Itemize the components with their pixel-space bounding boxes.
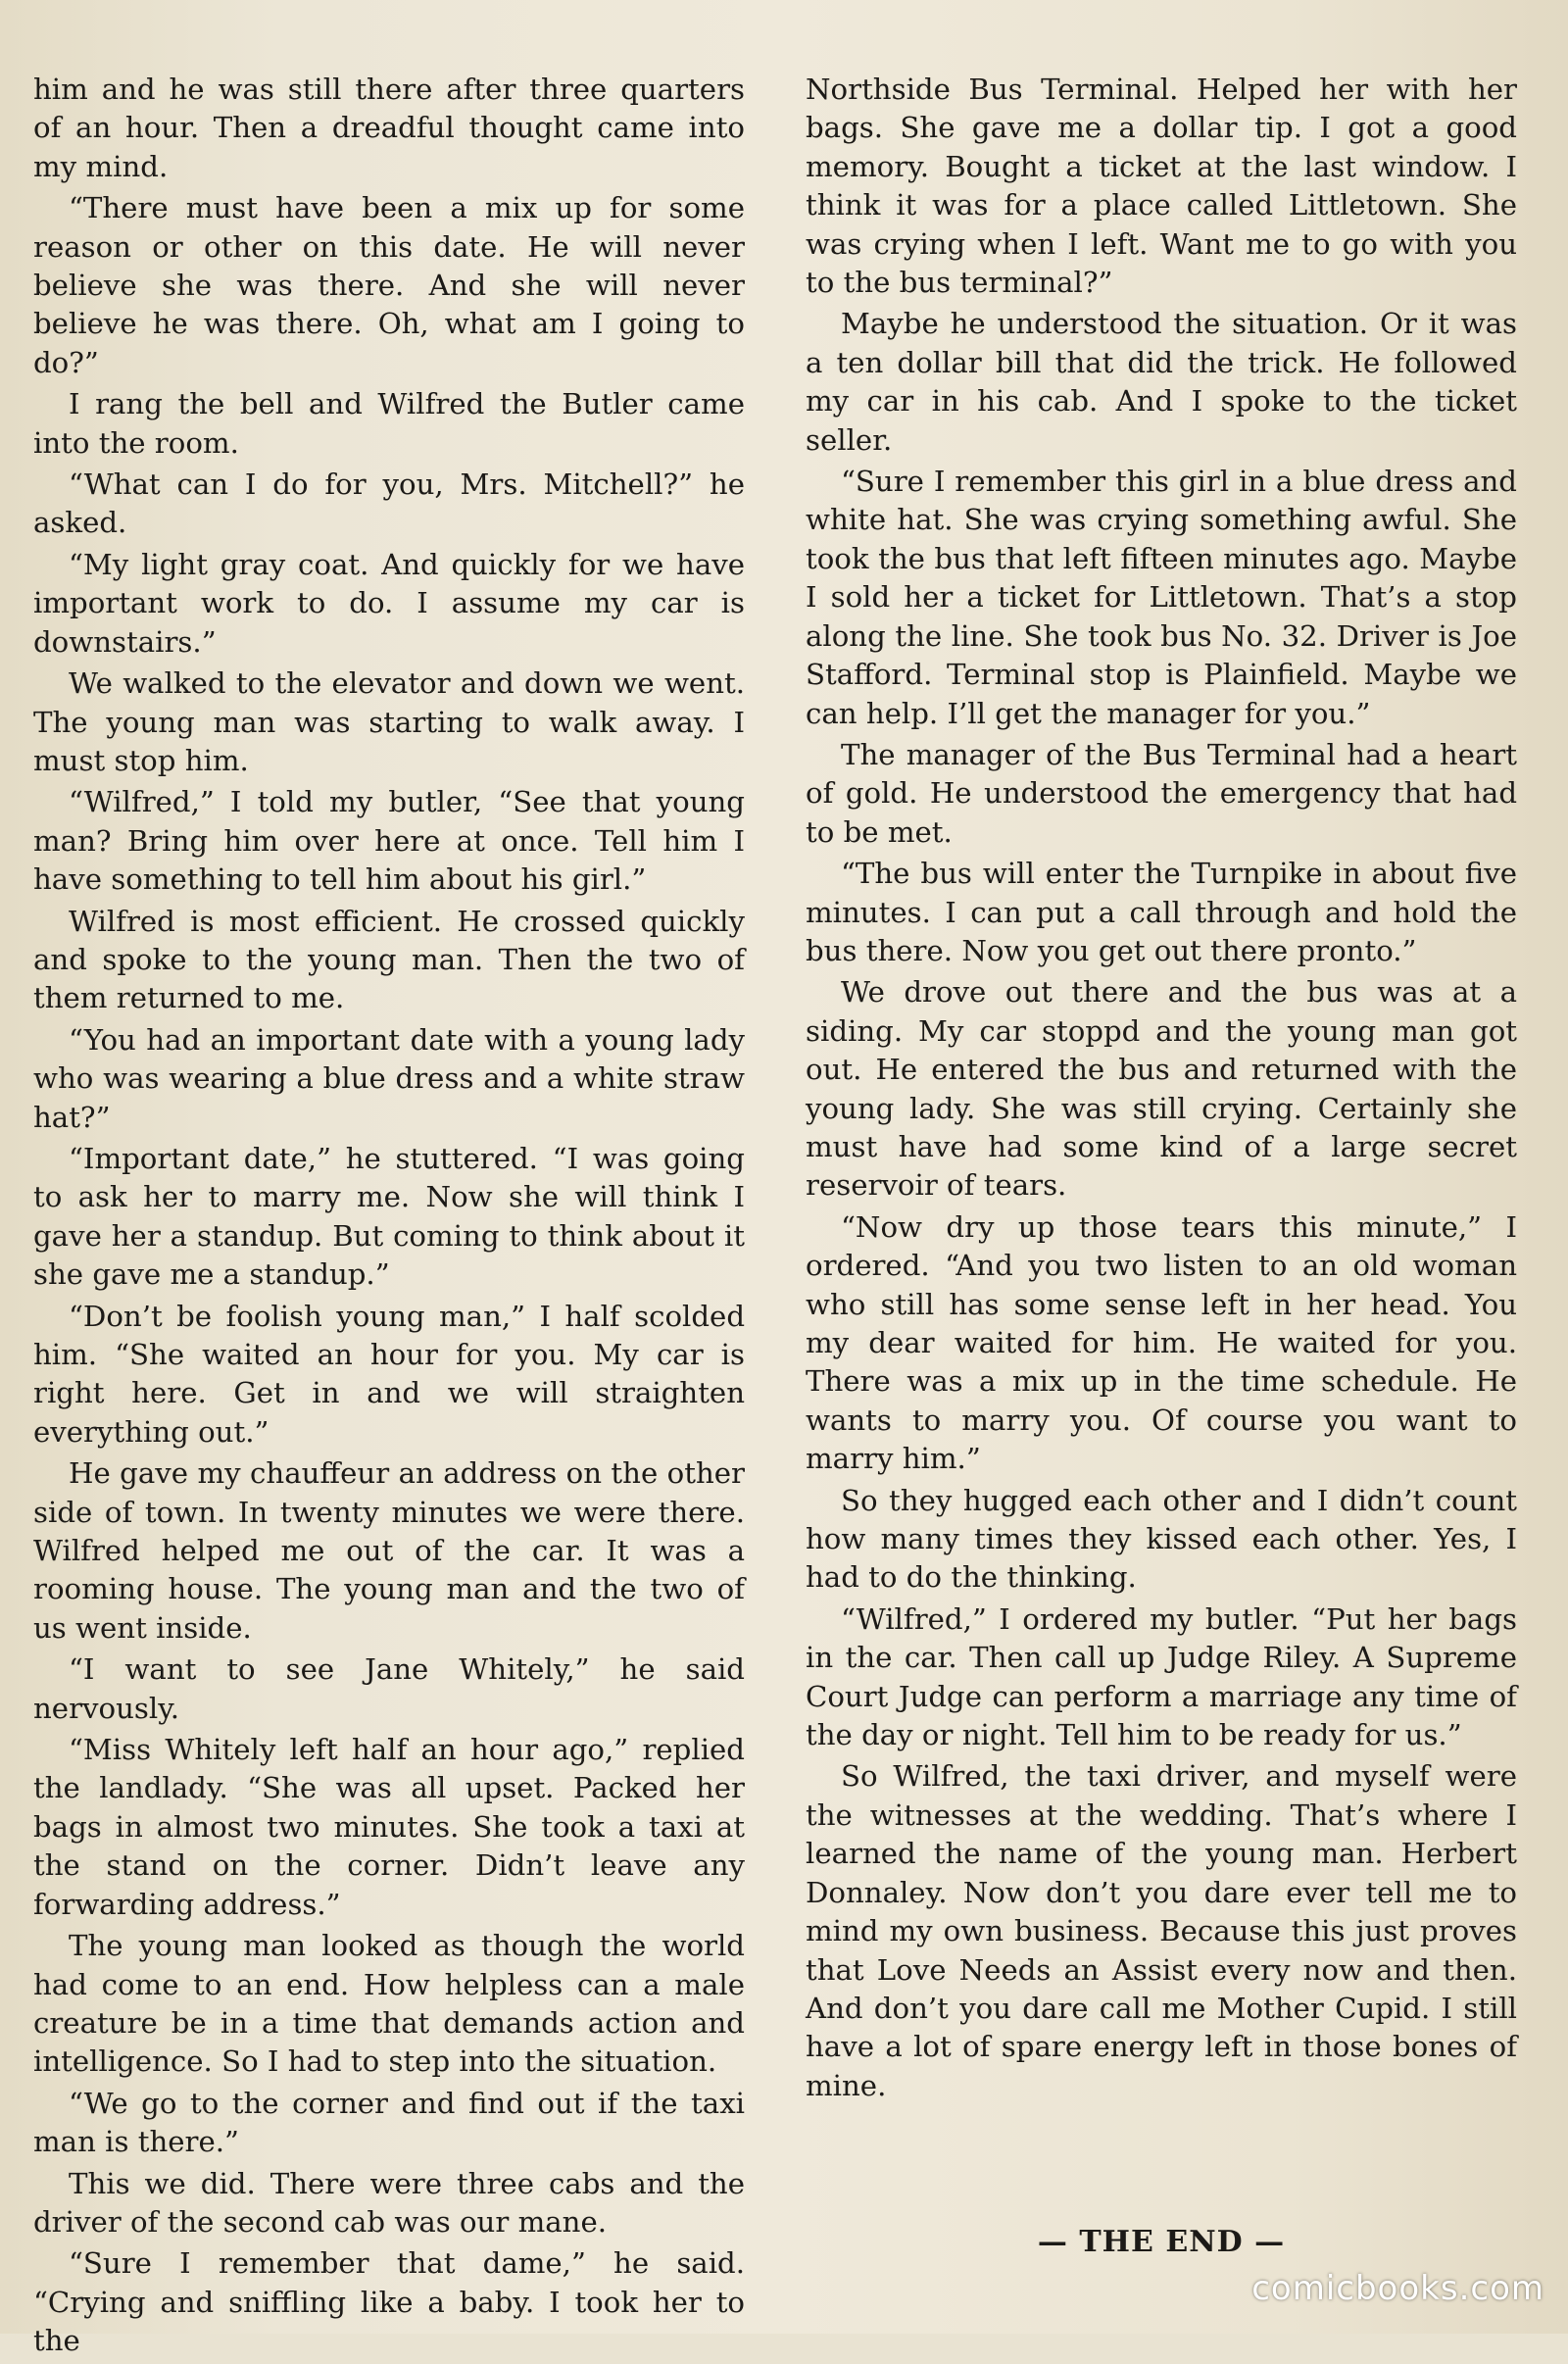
paragraph: I rang the bell and Wilfred the Butler came into the room. <box>33 387 745 460</box>
paragraph: This we did. There were three cabs and the driver of the second cab was our mane. <box>33 2166 745 2239</box>
paragraph: “Don’t be foolish young man,” I half scolded him. “She waited an hour for you. My car is right here. Get in and we will straighten everything out.” <box>33 1299 745 1449</box>
paragraph: “Now dry up those tears this minute,” I ordered. “And you two listen to an old woman who still has some sense left in her head. You my dear waited for him. He waited for you. There was a mix up in the time schedule. He wants to marry you. Of course you want to marry him.” <box>806 1209 1517 1476</box>
paragraph: “Wilfred,” I told my butler, “See that young man? Bring him over here at once. Tell him I have something to tell him about his girl.” <box>33 785 745 897</box>
paragraph: “Miss Whitely left half an hour ago,” replied the landlady. “She was all upset. Packed her bags in almost two minutes. She took a taxi at the stand on the corner. Didn’t leave any forwarding address.” <box>33 1733 745 1921</box>
paragraph: We walked to the elevator and down we went. The young man was starting to walk away. I must stop him. <box>33 666 745 777</box>
paragraph: him and he was still there after three quarters of an hour. Then a dreadful thought came into my mind. <box>33 73 745 183</box>
paragraph: So they hugged each other and I didn’t count how many times they kissed each other. Yes, I had to do the thinking. <box>806 1483 1517 1595</box>
paragraph: “My light gray coat. And quickly for we have important work to do. I assume my car is downstairs.” <box>33 547 745 659</box>
paragraph: He gave my chauffeur an address on the other side of town. In twenty minutes we were there. Wilfred helped me out of the car. It was a rooming house. The young man and the two of us went inside. <box>33 1456 745 1645</box>
the-end-marker: — THE END — <box>1037 2225 1286 2259</box>
paragraph: The manager of the Bus Terminal had a heart of gold. He understood the emergency that had to be met. <box>806 737 1517 849</box>
right-text-column <box>806 71 1517 2108</box>
paragraph: “The bus will enter the Turnpike in about five minutes. I can put a call through and hold the bus there. Now you get out there pronto.” <box>806 857 1517 967</box>
site-watermark: comicbooks.com <box>1251 2269 1544 2308</box>
paragraph: We drove out there and the bus was at a siding. My car stoppd and the young man got out. He entered the bus and returned with the young lady. She was still crying. Certainly she must have had some kind of a large secret reservoir of tears. <box>806 975 1517 1203</box>
paragraph: “Sure I remember that dame,” he said. “Crying and sniffling like a baby. I took her to the <box>33 2246 745 2358</box>
paragraph: Northside Bus Terminal. Helped her with her bags. She gave me a dollar tip. I got a good memory. Bought a ticket at the last window. I think it was for a place called Littletown. She was crying when I left. Want me to go with you to the bus terminal?” <box>806 73 1517 300</box>
paragraph: “We go to the corner and find out if the taxi man is there.” <box>33 2086 745 2159</box>
paragraph: “Wilfred,” I ordered my butler. “Put her bags in the car. Then call up Judge Riley. A Supreme Court Judge can perform a marriage any time of the day or night. Tell him to be ready for us.” <box>806 1601 1517 1752</box>
paragraph: “I want to see Jane Whitely,” he said nervously. <box>33 1652 745 1725</box>
paragraph: So Wilfred, the taxi driver, and myself were the witnesses at the wedding. That’s where I learned the name of the young man. Herbert Donnaley. Now don’t you dare ever tell me to mind my own business. Because this just proves that Love Needs an Assist every now and then. And don’t you dare call me Mother Cupid. I still have a lot of spare energy left in those bones of mine. <box>806 1759 1517 2102</box>
paragraph: “What can I do for you, Mrs. Mitchell?” he asked. <box>33 468 745 540</box>
paragraph: “Important date,” he stuttered. “I was going to ask her to marry me. Now she will think I gave her a standup. But coming to think about it she gave me a standup.” <box>33 1141 745 1292</box>
paragraph: “You had an important date with a young lady who was wearing a blue dress and a white straw hat?” <box>33 1022 745 1134</box>
paragraph: Maybe he understood the situation. Or it was a ten dollar bill that did the trick. He followed my car in his cab. And I spoke to the ticket seller. <box>806 307 1517 457</box>
paragraph: Wilfred is most efficient. He crossed quickly and spoke to the young man. Then the two of them returned to me. <box>33 904 745 1015</box>
paragraph: “There must have been a mix up for some reason or other on this date. He will never believe she was there. And she will never believe he was there. Oh, what am I going to do?” <box>33 191 745 379</box>
left-text-column <box>33 71 745 2364</box>
paragraph: The young man looked as though the world had come to an end. How helpless can a male creature be in a time that demands action and intelligence. So I had to step into the situation. <box>33 1929 745 2079</box>
paragraph: “Sure I remember this girl in a blue dress and white hat. She was crying something awful. She took the bus that left fifteen minutes ago. Maybe I sold her a ticket for Littletown. That’s a stop along the line. She took bus No. 32. Driver is Joe Stafford. Terminal stop is Plainfield. Maybe we can help. I’ll get the manager for you.” <box>806 465 1517 730</box>
